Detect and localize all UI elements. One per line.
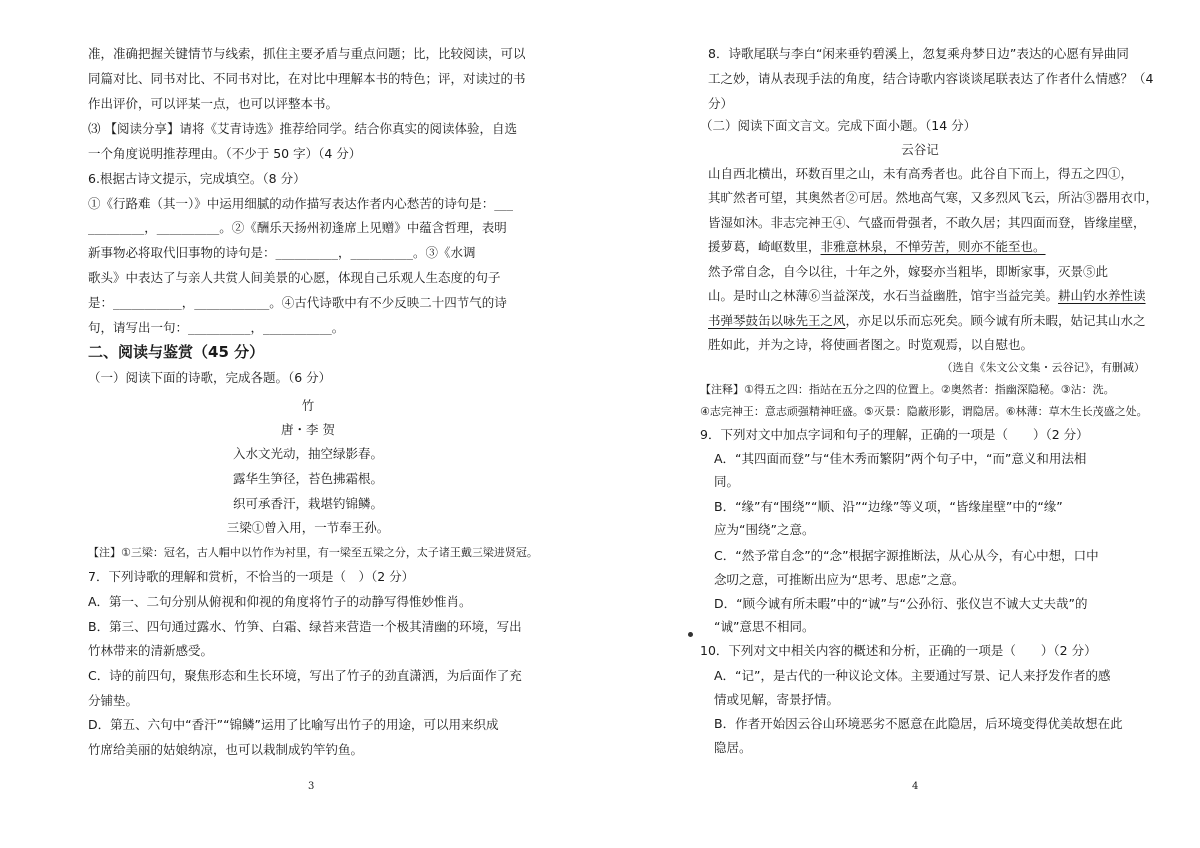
q9-option-b-2: 应为“围绕”之意。 — [714, 522, 815, 537]
essay-p1-line-3: 皆湿如沐。非志完神王④、气盛而骨强者，不敢久居；其四面而登，皆缘崖壁， — [708, 215, 1146, 230]
intro-line-2: 同篇对比、同书对比、不同书对比，在对比中理解本书的特色；评，对读过的书 — [88, 71, 526, 86]
q10-option-b-1: B．作者开始因云谷山环境恶劣不愿意在此隐居，后环境变得优美故想在此 — [714, 716, 1123, 731]
scan-speck — [688, 632, 693, 637]
intro-line-1: 准，准确把握关键情节与线索，抓住主要矛盾与重点问题；比，比较阅读，可以 — [88, 46, 526, 61]
essay-underlined-sentence-2b: 书弹琴鼓缶以咏先王之风 — [708, 313, 846, 328]
q7-option-a: A．第一、二句分别从俯视和仰视的角度将竹子的动静写得惟妙惟肖。 — [88, 594, 472, 609]
q10-title: 10．下列对文中相关内容的概述和分析，正确的一项是（ ）（2 分） — [700, 643, 1097, 658]
poem-line-3: 织可承香汗，栽堪钓锦鳞。 — [232, 496, 383, 511]
q3-line-2: 一个角度说明推荐理由。（不少于 50 字）（4 分） — [88, 146, 362, 161]
poem-line-2: 露华生笋径，苔色拂霜根。 — [232, 471, 383, 486]
q3-line-1: ⑶ 【阅读分享】请将《艾青诗选》推荐给同学。结合你真实的阅读体验，自选 — [88, 121, 517, 136]
essay-underlined-sentence-1: 非雅意林泉，不惮劳苦，则亦不能至也。 — [820, 239, 1046, 254]
q8-line-2: 工之妙，请从表现手法的角度，结合诗歌内容谈谈尾联表达了作者什么情感？（4 — [708, 71, 1154, 86]
page-number-right: 4 — [912, 781, 919, 792]
q9-option-d-1: D．“顾今诚有所未暇”中的“诚”与“公孙衍、张仪岂不诚大丈夫哉”的 — [714, 596, 1088, 611]
q9-option-d-2: “诚”意思不相同。 — [714, 619, 815, 634]
poem-line-4: 三梁①曾入用，一节奉王孙。 — [226, 520, 390, 535]
essay-title: 云谷记 — [901, 142, 939, 157]
q9-option-a-2: 同。 — [714, 474, 740, 489]
q7-option-c-1: C．诗的前四句，聚焦形态和生长环境，写出了竹子的劲直潇洒，为后面作了充 — [88, 668, 522, 683]
essay-p2-line-3-text: ，亦足以乐而忘死矣。顾今诚有所未暇，姑记其山水之 — [845, 313, 1146, 328]
q8-line-1: 8．诗歌尾联与李白“闲来垂钓碧溪上，忽复乘舟梦日边”表达的心愿有异曲同 — [708, 46, 1129, 61]
q6-line-3: 新事物必将取代旧事物的诗句是：__________，__________。③《水调 — [88, 245, 476, 260]
q9-option-b-1: B．“缘”有“围绕”“顺、沿”“边缘”等义项，“皆缘崖壁”中的“缘” — [714, 499, 1063, 514]
q10-option-a-2: 情或见解，寄景抒情。 — [714, 692, 840, 707]
q6-line-4: 歌头》中表达了与亲人共赏人间美景的心愿，体现自己乐观人生态度的句子 — [88, 270, 501, 285]
poem-author: 唐・李 贺 — [281, 422, 335, 437]
q9-option-c-2: 念叨之意，可推断出应为“思考、思虑”之意。 — [714, 572, 965, 587]
section-title: 二、阅读与鉴赏（45 分） — [88, 343, 265, 361]
poem-note: 【注】①三梁：冠名，古人帽中以竹作为衬里，有一梁至五梁之分，太子诸王戴三梁进贤冠。 — [88, 546, 538, 559]
q6-line-6: 句，请写出一句：__________，___________。 — [88, 320, 345, 335]
intro-line-3: 作出评价，可以评某一点，也可以评整本书。 — [88, 96, 339, 111]
q9-option-a-1: A．“其四面而登”与“佳木秀而繁阴”两个句子中，“而”意义和用法相 — [714, 451, 1087, 466]
page-number-left: 3 — [308, 781, 315, 792]
essay-p1-line-1: 山自西北横出，环数百里之山，未有高秀者也。此谷自下而上，得五之四①， — [708, 166, 1134, 181]
q7-option-b-1: B．第三、四句通过露水、竹笋、白霜、绿苔来营造一个极其清幽的环境，写出 — [88, 619, 522, 634]
q7-option-d-2: 竹席给美丽的姑娘纳凉，也可以栽制成钓竿钓鱼。 — [88, 742, 364, 757]
q9-title: 9．下列对文中加点字词和句子的理解，正确的一项是（ ）（2 分） — [700, 427, 1089, 442]
essay-p1-line-2: 其旷然者可望，其奥然者②可居。然地高气寒，又多烈风飞云，所沾③器用衣巾， — [708, 190, 1159, 205]
q10-option-a-1: A．“记”，是古代的一种议论文体。主要通过写景、记人来抒发作者的感 — [714, 668, 1111, 683]
essay-p2-line-4: 胜如此，并为之诗，将使画者图之。时览观焉，以自慰也。 — [708, 337, 1034, 352]
essay-notes-1: 【注释】①得五之四：指站在五分之四的位置上。②奥然者：指幽深隐秘。③沾：洗。 — [700, 383, 1115, 396]
part1-title: （一）阅读下面的诗歌，完成各题。（6 分） — [88, 370, 332, 385]
q6-line-2: _________，__________。②《酬乐天扬州初逢席上见赠》中蕴含哲理，表明 — [88, 220, 507, 235]
essay-p2-line-2 — [708, 288, 1146, 304]
q7-option-d-1: D．第五、六句中“香汗”“锦鳞”运用了比喻写出竹子的用途，可以用来织成 — [88, 717, 499, 732]
q7-title: 7．下列诗歌的理解和赏析，不恰当的一项是（ ）（2 分） — [88, 569, 415, 584]
essay-notes-2: ④志完神王：意志顽强精神旺盛。⑤灭景：隐蔽形影，谓隐居。⑥林薄：草木生长茂盛之处。 — [700, 405, 1148, 418]
q7-option-c-2: 分铺垫。 — [88, 693, 139, 708]
essay-p2-line-2-text: 山。是时山之林薄⑥当益深茂，水石当益幽胜，馆宇当益完美。 — [708, 288, 1059, 303]
q7-option-b-2: 竹林带来的清新感受。 — [88, 643, 214, 658]
poem-title: 竹 — [301, 398, 315, 413]
part2-title: （二）阅读下面文言文。完成下面小题。（14 分） — [700, 118, 977, 133]
essay-underlined-sentence-2a: 耕山钓水养性读 — [1058, 288, 1146, 303]
q9-option-c-1: C．“然予常自念”的“念”根据字源推断法，从心从今，有心中想，口中 — [714, 548, 1099, 563]
q10-option-b-2: 隐居。 — [714, 740, 752, 755]
q6-title: 6.根据古诗文提示，完成填空。（8 分） — [88, 171, 306, 186]
q6-line-1: ①《行路难（其一）》中运用细腻的动作描写表达作者内心愁苦的诗句是：___ — [88, 196, 514, 211]
q8-line-3: 分） — [708, 96, 734, 111]
essay-p2-line-3 — [708, 313, 1146, 329]
poem-line-1: 入水文光动，抽空绿影春。 — [232, 446, 383, 461]
q6-line-5: 是：___________，____________。④古代诗歌中有不少反映二十四节气的诗 — [88, 295, 507, 310]
essay-p1-line-4-text: 援萝葛，崎岖数里， — [708, 239, 821, 254]
essay-p2-line-1: 然予常自念，自今以往，十年之外，嫁娶亦当粗毕，即断家事，灭景⑤此 — [708, 264, 1109, 279]
essay-p1-line-4 — [708, 239, 1046, 255]
essay-source: （选自《朱文公文集・云谷记》，有删减） — [941, 361, 1145, 374]
